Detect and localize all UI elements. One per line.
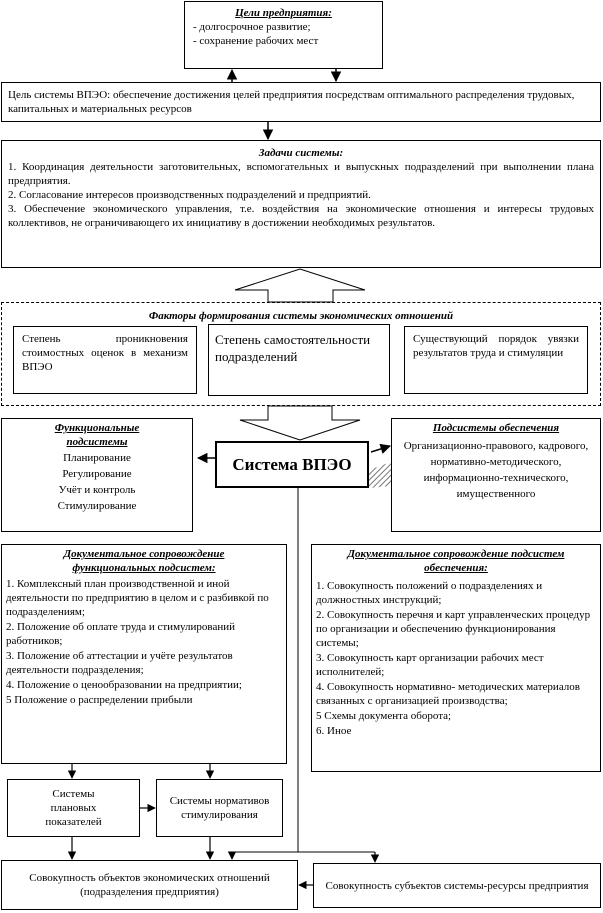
subjects-box bbox=[313, 863, 601, 908]
vpeo-goal-text: Цель системы ВПЭО: обеспечение достижения целей предприятия посредствам оптимального распределения трудовых, капитальных и материальных ресурсов bbox=[8, 89, 575, 115]
functional-item: Стимулирование bbox=[57, 500, 137, 512]
tasks-item: 1. Координация деятельности заготовительных, вспомогательных и выпускных подразделений при выполнении плана предприятия. bbox=[8, 161, 594, 187]
vpeo-goal-box bbox=[1, 82, 601, 122]
factor-text: Степень самостоятельности подразделений bbox=[215, 332, 371, 364]
tasks-item: 2. Согласование интересов производственных подразделений и предприятий. bbox=[8, 189, 371, 201]
factor-text: Существующий порядок увязки результатов труда и стимуляции bbox=[413, 333, 579, 359]
tasks-title: Задачи системы: bbox=[258, 147, 344, 159]
stim-norms-box bbox=[156, 779, 283, 837]
hatched-connector bbox=[369, 462, 391, 488]
doc-functional-box bbox=[1, 544, 287, 764]
doc-functional-item: 5 Положение о распределении прибыли bbox=[6, 694, 193, 706]
hollow-up-arrow bbox=[235, 269, 365, 302]
hollow-down-arrow bbox=[240, 406, 360, 440]
support-text: Организационно-правового, кадрового, нормативно-методического, информационно-технического, имущественного bbox=[403, 440, 589, 500]
doc-support-item: 6. Иное bbox=[316, 725, 352, 737]
support-box bbox=[391, 418, 601, 532]
doc-support-item: 2. Совокупность перечня и карт управленческих процедур по организации и обеспечению функционирования системы; bbox=[316, 609, 591, 649]
tasks-box bbox=[1, 140, 601, 268]
functional-item: Планирование bbox=[63, 452, 131, 464]
functional-item: Регулирование bbox=[62, 468, 132, 480]
center-system-box bbox=[215, 441, 369, 488]
plan-indicators-box bbox=[7, 779, 140, 837]
doc-functional-title: Документальное сопровождение функциональных подсистем: bbox=[63, 548, 225, 574]
factors-title: Факторы формирования системы экономических отношений bbox=[148, 310, 454, 322]
arrow-to-support bbox=[371, 446, 390, 452]
factor-text: Степень проникновения стоимостных оценок в механизм ВПЭО bbox=[22, 333, 188, 373]
doc-functional-item: 1. Комплексный план производственной и иной деятельности по предприятию в целом и с разбивкой по подразделениям; bbox=[6, 578, 269, 618]
subjects-text: Совокупность субъектов системы-ресурсы предприятия bbox=[325, 879, 589, 892]
doc-support-item: 5 Схемы документа оборота; bbox=[316, 710, 452, 722]
goals-title: Цели предприятия: bbox=[235, 7, 332, 19]
goals-item: - долгосрочное развитие; bbox=[193, 21, 311, 33]
factor-box bbox=[13, 326, 197, 394]
functional-item: Учёт и контроль bbox=[58, 484, 136, 496]
objects-box bbox=[1, 860, 298, 910]
functional-box bbox=[1, 418, 193, 532]
doc-functional-item: 3. Положение об аттестации и учёте результатов деятельности подразделения; bbox=[6, 650, 233, 676]
functional-title: Функциональные bbox=[54, 422, 140, 434]
stim-norms-text: Системы нормативов стимулирования bbox=[169, 795, 270, 821]
doc-support-title: Документальное сопровождение подсистем обеспечения: bbox=[347, 548, 565, 574]
goals-box bbox=[184, 1, 383, 69]
doc-support-item: 1. Совокупность положений о подразделениях и должностных инструкций; bbox=[316, 580, 543, 606]
goals-item: - сохранение рабочих мест bbox=[193, 35, 319, 47]
center-system-title: Система ВПЭО bbox=[232, 454, 352, 474]
doc-functional-item: 2. Положение об оплате труда и стимулирований работников; bbox=[6, 621, 236, 647]
factor-box bbox=[208, 324, 390, 396]
doc-functional-item: 4. Положение о ценообразовании на предприятии; bbox=[6, 679, 242, 691]
doc-support-item: 3. Совокупность карт организации рабочих мест исполнителей; bbox=[316, 652, 544, 678]
objects-text: Совокупность объектов экономических отношений (подразделения предприятия) bbox=[29, 872, 270, 898]
factor-box bbox=[404, 326, 588, 394]
functional-title: подсистемы bbox=[66, 436, 128, 448]
doc-support-item: 4. Совокупность нормативно- методических материалов связанных с организацией производства; bbox=[316, 681, 580, 707]
tasks-item: 3. Обеспечение экономического управления, т.е. воздействия на экономические отношения и интересы трудовых коллективов, не ограничивающего их инициативу в достижении необходимых результатов. bbox=[8, 203, 594, 229]
plan-indicators-text: Системы плановых показателей bbox=[45, 788, 102, 828]
support-title: Подсистемы обеспечения bbox=[432, 422, 560, 434]
doc-support-box bbox=[311, 544, 601, 772]
